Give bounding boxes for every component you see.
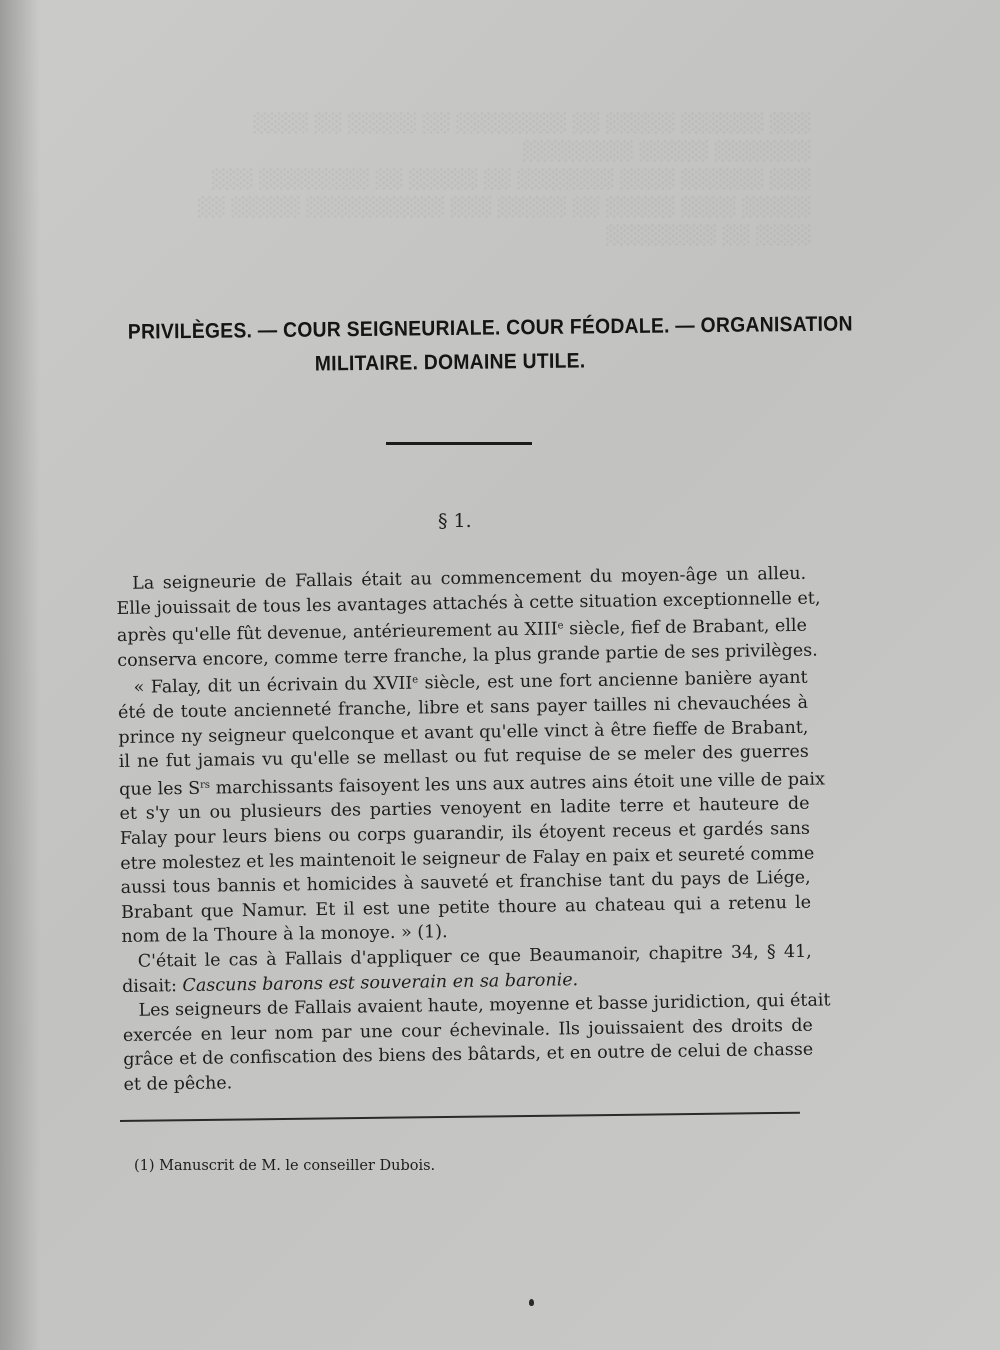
- text-line: après qu'elle fût devenue, antérieurement au XIIIe siècle, fief de Brabant, elle: [116, 615, 808, 647]
- text-line: « Falay, dit un écrivain du XVIIe siècle, est une fort ancienne banière ayant: [133, 668, 808, 699]
- text-line: prince ny seigneur quelconque et avant qu'elle vinct à être fieffe de Brabant,: [118, 717, 809, 748]
- text-line: et de pêche.: [123, 1073, 233, 1095]
- ink-speck: [529, 1299, 534, 1306]
- text-line: conserva encore, comme terre franche, la plus grande partie de ses privilèges.: [117, 640, 818, 671]
- text-line: Falay pour leurs biens ou corps guarandir, ils étoyent receus et gardés sans: [119, 818, 811, 849]
- italic-quote: Cascuns barons est souverain en sa baronie.: [182, 969, 579, 996]
- text-line: La seigneurie de Fallais était au commencement du moyen-âge un alleu.: [132, 563, 807, 594]
- text-line: exercée en leur nom par une cour échevinale. Ils jouissaient des droits de: [122, 1015, 813, 1046]
- footnote: (1) Manuscrit de M. le conseiller Dubois.: [134, 1158, 436, 1174]
- text-line: nom de la Thoure à la monoye. » (1).: [121, 922, 448, 948]
- text-line: Brabant que Namur. Et il est une petite thoure au chateau qui a retenu le: [120, 892, 812, 923]
- heading-line-1: PRIVILÈGES. — COUR SEIGNEURIALE. COUR FÉODALE. — ORGANISATION: [127, 312, 853, 344]
- body-text: [116, 562, 831, 1098]
- title-rule: [386, 442, 532, 445]
- text-line: C'était le cas à Fallais d'appliquer ce que Beaumanoir, chapitre 34, § 41,: [137, 941, 812, 972]
- text-line: que les $S^{rs}$ marchissants faisoyent les uns aux autres ains étoit une ville de paix: [119, 769, 826, 800]
- superscript: rs: [199, 779, 211, 791]
- text-line: grâce et de confiscation des biens des bâtards, et en outre de celui de chasse: [123, 1039, 814, 1071]
- page-edge-shadow: [0, 0, 40, 1350]
- superscript: e: [557, 620, 564, 632]
- text-line: Les seigneurs de Fallais avaient haute, moyenne et basse juridiction, qui était: [138, 990, 831, 1021]
- text-line: etre molestez et les maintenoit le seigneur de Falay en paix et seureté comme: [120, 843, 815, 874]
- text-line: Elle jouissait de tous les avantages attachés à cette situation exceptionnelle et,: [116, 588, 821, 619]
- chapter-heading: [127, 308, 853, 383]
- text-line: il ne fut jamais vu qu'elle se mellast ou fut requise de se meler des guerres: [118, 741, 809, 773]
- text-line: disait: Cascuns barons est souverain en sa baronie.: [122, 969, 579, 997]
- superscript: e: [412, 674, 419, 686]
- section-number: § 1.: [438, 510, 472, 532]
- text-line: aussi tous bannis et homicides à sauveté et franchise tant du pays de Liége,: [120, 867, 811, 899]
- text-line: et s'y un ou plusieurs des parties venoyent en ladite terre et hauteure de: [119, 794, 810, 825]
- heading-line-2: MILITAIRE. DOMAINE UTILE.: [314, 349, 586, 376]
- footnote-rule: [120, 1112, 800, 1122]
- text-line: été de toute ancienneté franche, libre et sans payer tailles ni chevauchées à: [117, 692, 809, 723]
- bleed-through-text: ░░░ ░░░░░░ ░░░░░ ░░ ░░░░░░░░ ░░ ░░░░░ ░░ ░░░░ ░░░░░░░ ░░░░░ ░░░░░░░░ ░░░ ░░░░░░ ░░░░ ░░░░░░░ ░░ ░░░░░ ░░ ░░░░░░░░ ░░░ ░░░░░ ░░░░ ░░░░░ ░░ ░░░░░ ░░░ ░░░░░░░░░░ ░░░░░ ░░ ░░░░ ░░ ░░░░░░░░: [196, 113, 810, 246]
